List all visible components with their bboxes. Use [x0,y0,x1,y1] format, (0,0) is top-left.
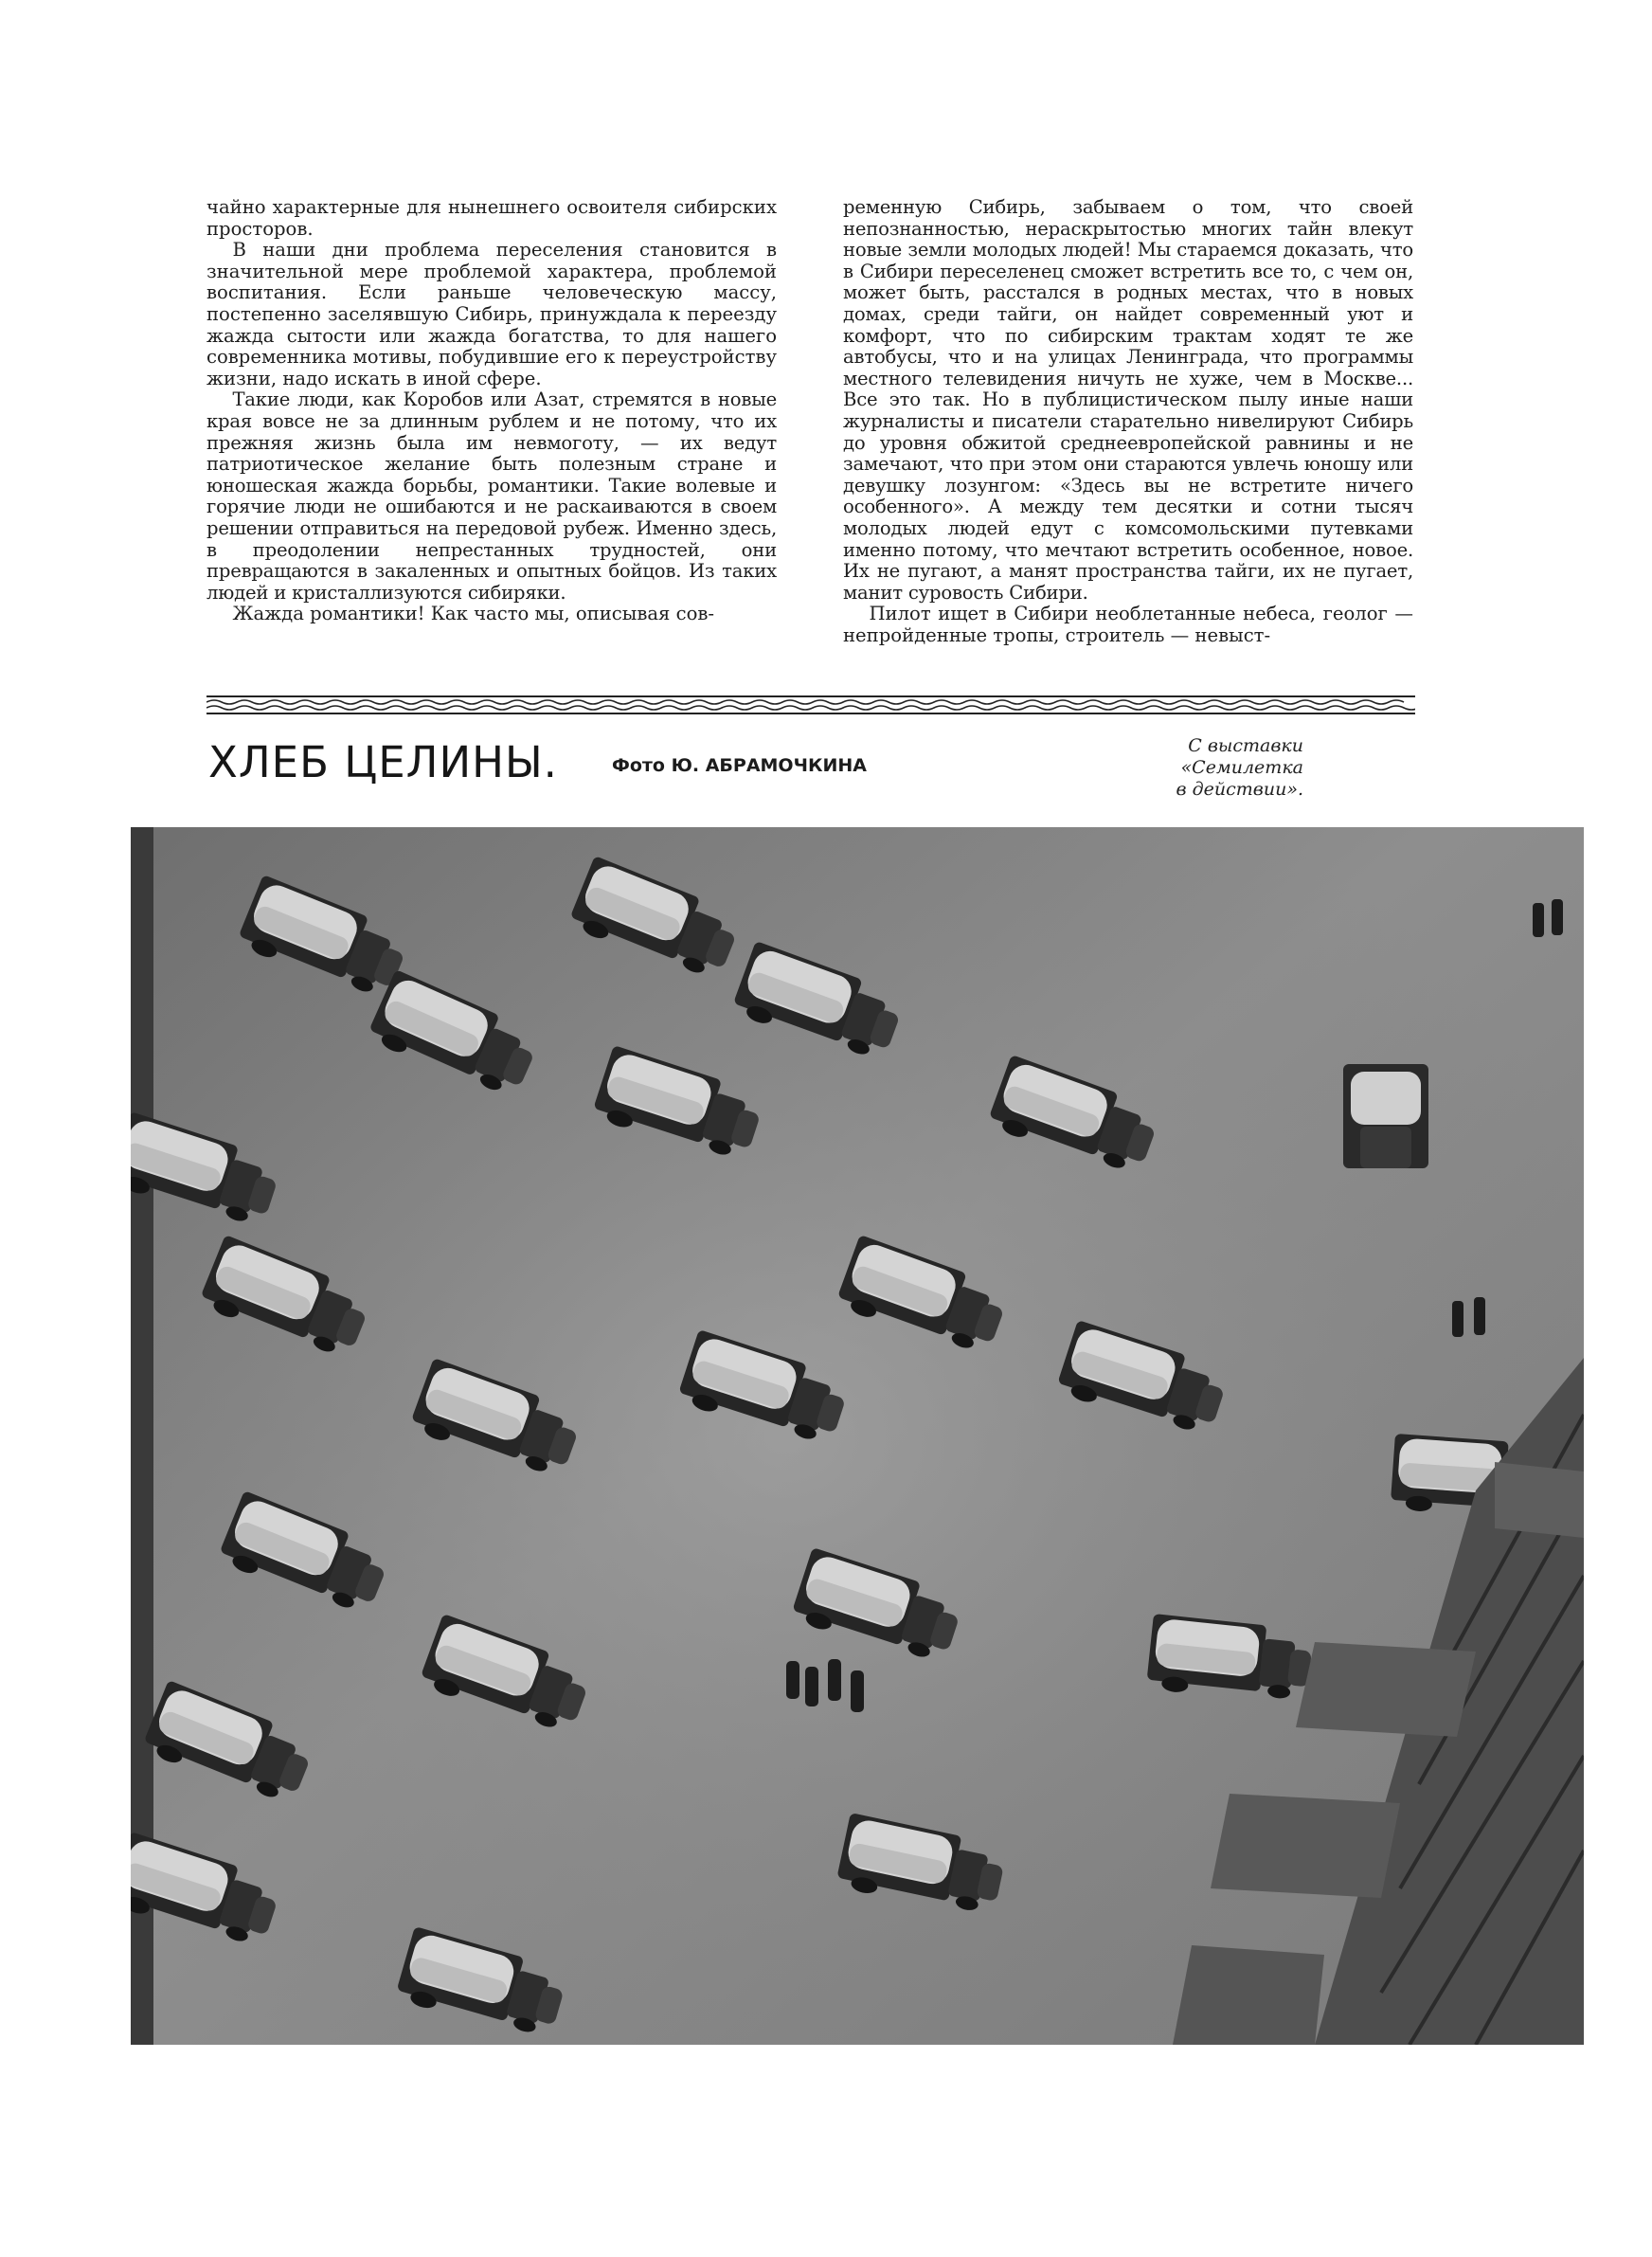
paragraph: Такие люди, как Коробов или Азат, стремятся в новые края вовсе не за длинным рублем и не потому, что их прежняя жизнь была им невмоготу, — их ведут патриотическое желание быть полезным стране и юношеская жажда борьбы, романтики. Такие волевые и горячие люди не ошибаются и не раскаиваются в своем решении отправиться на передовой рубеж. Именно здесь, в преодолении непрестанных трудностей, они превращаются в закаленных и опытных бойцов. Из таких людей и кристаллизуются сибиряки. [206,388,777,604]
exhibit-note-line: С выставки [1188,735,1303,756]
exhibit-note-line: в действии». [1176,779,1303,800]
paragraph: Пилот ищет в Сибири необлетанные небеса, геолог — непройденные тропы, строитель — невыст- [843,603,1413,646]
photo-title: ХЛЕБ ЦЕЛИНЫ. [208,737,558,787]
paragraph: ременную Сибирь, забываем о том, что своей непознанностью, нераскрытостью многих тайн влекут новые земли молодых людей! Мы стараемся доказать, что в Сибири переселенец сможет встретить все то, с чем он, может быть, расстался в родных местах, что в новых домах, среди тайги, он найдет современный уют и комфорт, что по сибирским трактам ходят те же автобусы, что и на улицах Ленинграда, что программы местного телевидения ничуть не хуже, чем в Москве... Все это так. Но в публицистическом пылу иные наши журналисты и писатели старательно нивелируют Сибирь до уровня обжитой среднеевропейской равнины и не замечают, что при этом они стараются увлечь юношу или девушку лозунгом: «Здесь вы не встретите ничего особенного». А между тем десятки и сотни тысяч молодых людей едут с комсомольскими путевками именно потому, что мечтают встретить особенное, новое. Их не пугают, а манят пространства тайги, их не пугает, манит суровость Сибири. [843,196,1413,604]
paragraph: В наши дни проблема переселения становится в значительной мере проблемой характера, проблемой воспитания. Если раньше человеческую массу, постепенно заселявшую Сибирь, принуждала к переезду жажда сытости или жажда богатства, то для нашего современника мотивы, побудившие его к переустройству жизни, надо искать в иной сфере. [206,239,777,389]
paragraph: Жажда романтики! Как часто мы, описывая сов- [232,603,715,625]
photo-credit: Фото Ю. АБРАМОЧКИНА [612,755,867,776]
article-right-column [843,197,1413,646]
exhibit-note-line: «Семилетка [1180,757,1303,778]
truck [1343,1064,1428,1168]
exhibit-note [1114,735,1303,801]
article-left-column [206,197,777,625]
grain-trucks-photo [131,827,1584,2045]
wave-divider [206,695,1415,715]
paragraph: чайно характерные для нынешнего освоителя сибирских просторов. [206,196,777,240]
